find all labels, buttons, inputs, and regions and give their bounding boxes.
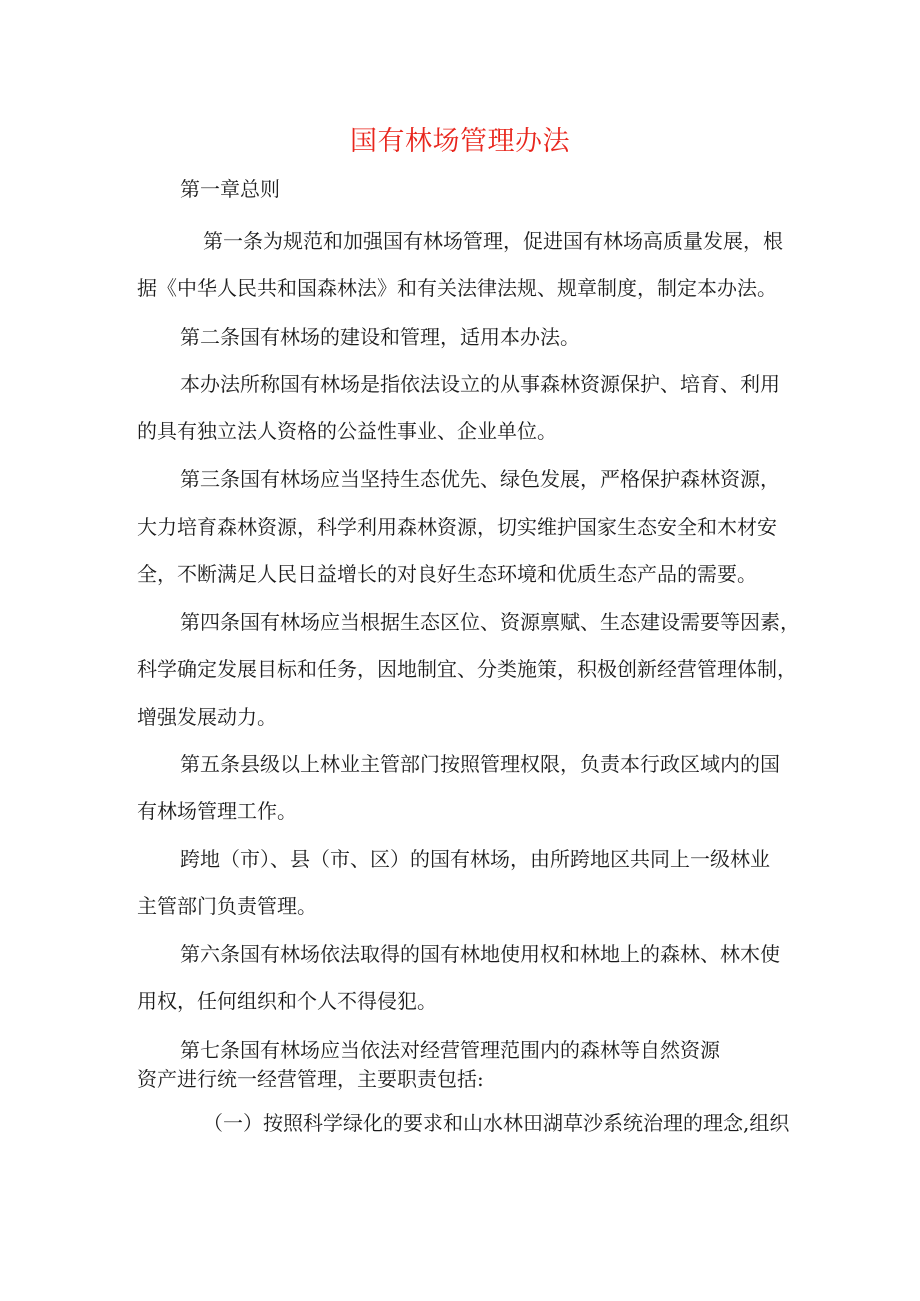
article-3-line-2: 大力培育森林资源，科学利用森林资源，切实维护国家生态安全和木材安 — [137, 515, 777, 539]
article-5-line-1: 第五条县级以上林业主管部门按照管理权限，负责本行政区域内的国 — [180, 752, 780, 776]
article-5-line-2: 有林场管理工作。 — [137, 799, 297, 823]
article-2-para-2-line-1: 本办法所称国有林场是指依法设立的从事森林资源保护、培育、利用 — [180, 372, 780, 396]
article-7-line-2: 资产进行统一经营管理，主要职责包括: — [137, 1067, 484, 1091]
article-3-line-3: 全，不断满足人民日益增长的对良好生态环境和优质生态产品的需要。 — [137, 562, 757, 586]
article-2-line-1: 第二条国有林场的建设和管理，适用本办法。 — [180, 325, 580, 349]
chapter-heading: 第一章总则 — [180, 177, 280, 201]
article-7-item-1-line-1: （一）按照科学绿化的要求和山水林田湖草沙系统治理的理念,组织 — [203, 1111, 790, 1135]
article-6-line-2: 用权，任何组织和个人不得侵犯。 — [137, 989, 437, 1013]
article-3-line-1: 第三条国有林场应当坚持生态优先、绿色发展，严格保护森林资源， — [180, 467, 780, 491]
page-title: 国有林场管理办法 — [350, 126, 570, 157]
article-5-para-2-line-1: 跨地（市）、县（市、区）的国有林场，由所跨地区共同上一级林业 — [180, 847, 770, 871]
article-2-para-2-line-2: 的具有独立法人资格的公益性事业、企业单位。 — [137, 419, 557, 443]
article-1-line-2: 据《中华人民共和国森林法》和有关法律法规、规章制度，制定本办法。 — [137, 276, 777, 300]
article-4-line-1: 第四条国有林场应当根据生态区位、资源禀赋、生态建设需要等因素， — [180, 610, 800, 634]
article-4-line-2: 科学确定发展目标和任务，因地制宜、分类施策，积极创新经营管理体制， — [137, 657, 797, 681]
article-4-line-3: 增强发展动力。 — [137, 705, 277, 729]
article-5-para-2-line-2: 主管部门负责管理。 — [137, 894, 317, 918]
article-1-line-1: 第一条为规范和加强国有林场管理，促进国有林场高质量发展，根 — [203, 229, 783, 253]
article-7-line-1: 第七条国有林场应当依法对经营管理范围内的森林等自然资源 — [180, 1038, 720, 1062]
article-6-line-1: 第六条国有林场依法取得的国有林地使用权和林地上的森林、林木使 — [180, 942, 780, 966]
